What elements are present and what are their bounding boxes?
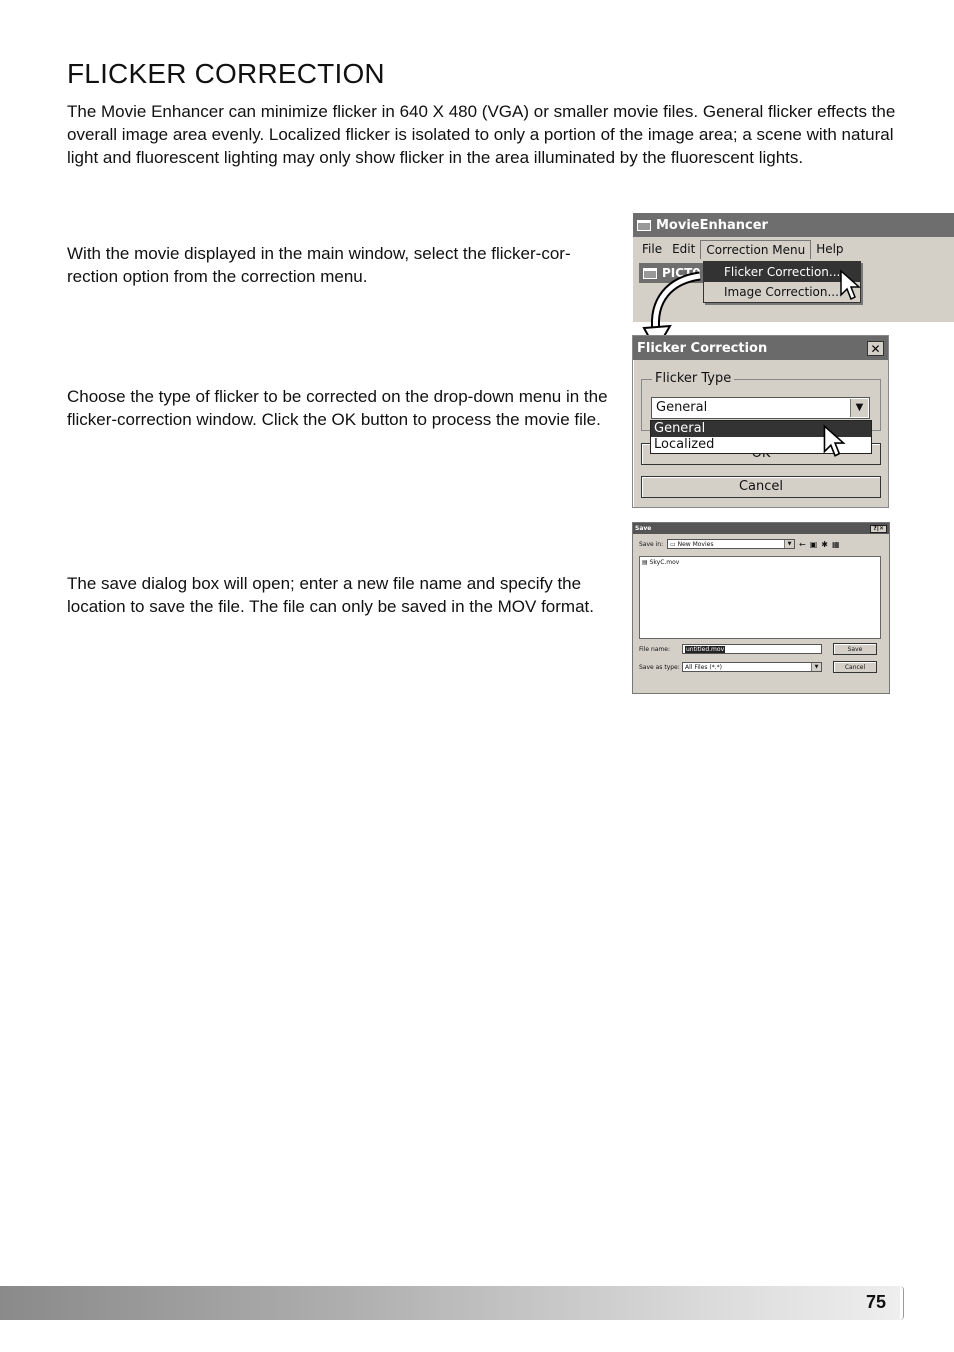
flicker-type-label: Flicker Type [652, 371, 734, 386]
mouse-pointer-icon [839, 269, 861, 303]
list-item[interactable] [642, 559, 878, 566]
dialog-titlebar [633, 336, 888, 360]
step-2-text: Choose the type of flicker to be corrected on the drop-down menu in the flicker-correction window. Click the OK button to process the movie file. [67, 387, 608, 429]
view-menu-icon[interactable]: ▦ [831, 539, 840, 549]
menu-item-flicker-correction[interactable]: Flicker Correction... [704, 262, 860, 282]
save-in-value: New Movies [677, 541, 714, 548]
close-icon[interactable]: ✕ [867, 341, 884, 356]
new-folder-icon[interactable]: ✱ [821, 539, 828, 549]
chevron-down-icon[interactable]: ▼ [811, 663, 821, 671]
up-folder-icon[interactable]: ▣ [809, 539, 818, 549]
mouse-pointer-icon [822, 424, 846, 460]
save-button[interactable]: Save [833, 643, 877, 655]
save-in-label: Save in: [639, 540, 664, 548]
cancel-button[interactable]: Cancel [833, 661, 877, 673]
menu-item-image-correction[interactable]: Image Correction... [724, 285, 839, 299]
file-icon: ▤ [642, 559, 650, 566]
page-title: FLICKER CORRECTION [67, 58, 385, 89]
file-name-value: untitled.mov [686, 646, 725, 653]
save-type-row [639, 662, 822, 672]
window-icon [637, 220, 651, 231]
step-1-text: With the movie displayed in the main window, select the flicker-cor-rection option from the correction menu. [67, 244, 571, 286]
file-list [639, 556, 881, 639]
correction-dropdown-menu [703, 261, 861, 303]
page-number: 75 [866, 1292, 887, 1312]
chevron-down-icon[interactable]: ▼ [850, 399, 868, 417]
intro-paragraph: The Movie Enhancer can minimize flicker in 640 X 480 (VGA) or smaller movie files. General flicker effects the overall image area evenly. Localized flicker is isolated to only a portion of the image area; a scene with natural light and fluorescent lighting may only show flicker in the area illuminated by the fluorescent lights. [67, 102, 896, 167]
footer-tab [900, 1286, 904, 1320]
menu-help[interactable]: Help [816, 242, 844, 256]
save-in-select[interactable] [667, 539, 795, 549]
flicker-type-value: General [656, 400, 708, 415]
option-localized[interactable]: Localized [654, 437, 715, 452]
window-titlebar [633, 213, 954, 237]
menu-file[interactable]: File [642, 242, 663, 256]
save-type-select[interactable] [682, 662, 822, 672]
footer-bar [0, 1286, 900, 1320]
save-in-row [639, 539, 840, 549]
dialog-title: Flicker Correction [637, 340, 768, 356]
back-icon[interactable]: ← [799, 539, 806, 549]
file-name-input[interactable] [682, 644, 822, 654]
window-title: MovieEnhancer [656, 217, 768, 233]
save-type-value: All Files (*.*) [685, 664, 723, 671]
menu-bar [633, 237, 954, 261]
child-window-title: PICT0 [662, 266, 701, 280]
save-dialog [632, 522, 890, 694]
help-close-icons[interactable]: ?|✕ [870, 525, 887, 533]
step-3-text: The save dialog box will open; enter a new file name and specify the location to save the file. The file can only be saved in the MOV format. [67, 574, 594, 616]
file-name: SkyC.mov [649, 559, 680, 566]
file-name-label: File name: [639, 645, 670, 653]
option-general[interactable]: General [651, 421, 871, 437]
file-name-row [639, 644, 822, 654]
flicker-correction-dialog [632, 335, 889, 508]
chevron-down-icon[interactable]: ▼ [784, 540, 794, 548]
folder-icon: ▭ [670, 541, 678, 548]
save-dialog-title: Save [635, 525, 652, 532]
flicker-type-select[interactable] [651, 397, 870, 419]
menu-correction[interactable]: Correction Menu [700, 240, 811, 259]
menu-edit[interactable]: Edit [672, 242, 696, 256]
cancel-button[interactable]: Cancel [641, 476, 881, 498]
save-type-label: Save as type: [639, 663, 680, 671]
save-dialog-titlebar [633, 523, 889, 534]
